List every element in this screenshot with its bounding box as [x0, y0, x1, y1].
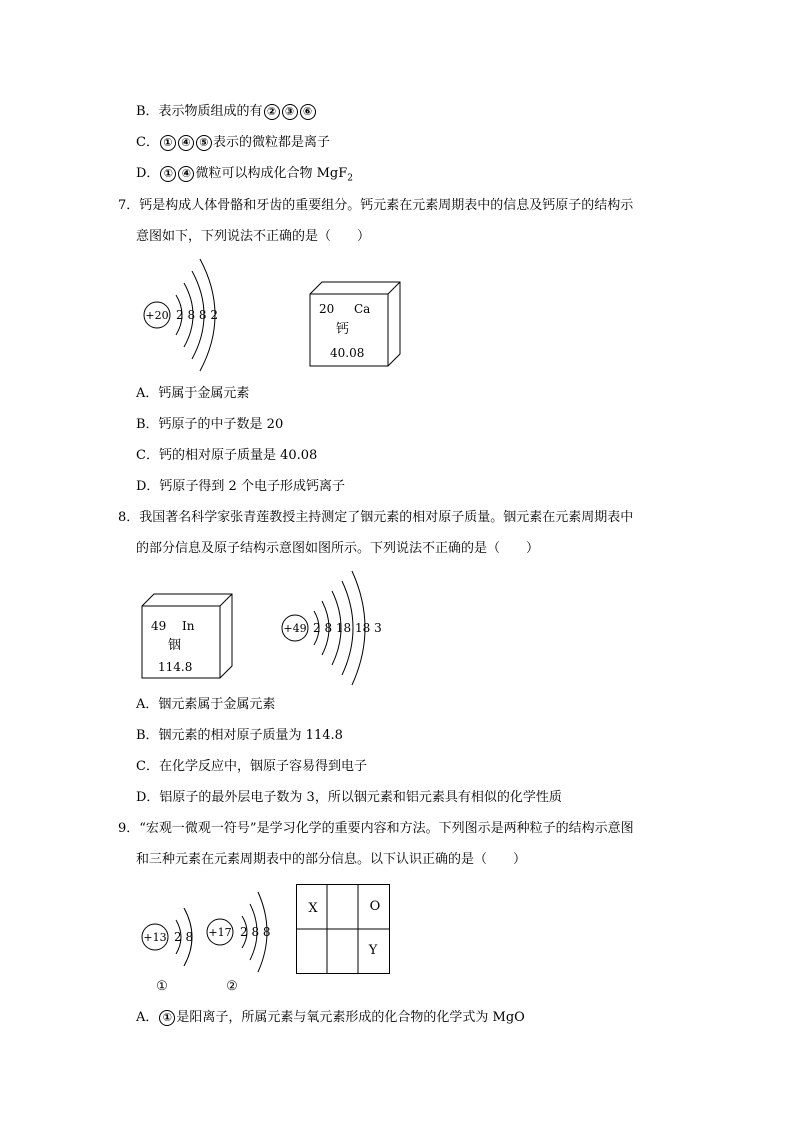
q6-option-c-prefix: C．: [136, 135, 159, 150]
circle-1: ①: [159, 1010, 175, 1026]
q6-option-c: [136, 134, 330, 152]
atomic-mass: 114.8: [158, 660, 193, 674]
element-symbol: Ca: [354, 302, 371, 316]
q9-option-a-prefix: A．: [136, 1010, 159, 1025]
element-symbol: In: [182, 619, 195, 633]
q7-stem-line1: 7．钙是构成人体骨骼和牙齿的重要组分。钙元素在元素周期表中的信息及钙原子的结构示: [118, 198, 634, 213]
nucleus-charge: +20: [145, 309, 169, 322]
element-name: 铟: [168, 638, 182, 653]
q6-option-c-text: 表示的微粒都是离子: [212, 135, 330, 150]
nucleus-charge: +49: [283, 622, 307, 635]
q9-stem-line1: 9．“宏观一微观一符号”是学习化学的重要内容和方法。下列图示是两种粒子的结构示意图: [118, 821, 634, 836]
circle-4: ④: [178, 135, 194, 151]
atomic-mass: 40.08: [330, 346, 365, 360]
q6-option-d: [136, 165, 353, 188]
electron-shells: 2 8 8 2: [176, 308, 218, 322]
q8-stem-line2: 的部分信息及原子结构示意图如图所示。下列说法不正确的是（ ）: [136, 541, 540, 556]
calcium-atom-diagram: [140, 255, 240, 375]
q6-option-d-text: 微粒可以构成化合物 MgF: [195, 166, 348, 181]
circle-1: ①: [160, 135, 176, 151]
q6-option-b: [136, 103, 317, 121]
nucleus-charge: +17: [208, 926, 232, 939]
element-name: 钙: [336, 322, 350, 337]
atomic-number: 49: [151, 619, 167, 633]
particle-2-diagram: [204, 884, 284, 994]
particle-1-diagram: [138, 894, 208, 994]
element-y: Y: [368, 943, 378, 958]
q7-option-d: D．钙原子得到 2 个电子形成钙离子: [136, 479, 345, 494]
q8-option-d: D．铝原子的最外层电子数为 3，所以铟元素和铝元素具有相似的化学性质: [136, 790, 562, 805]
circle-3: ③: [282, 104, 298, 120]
q8-option-a: A．铟元素属于金属元素: [136, 697, 276, 712]
subscript: 2: [347, 173, 353, 184]
particle-2-label: ②: [226, 979, 238, 994]
circle-1: ①: [160, 166, 176, 182]
circle-5: ⑤: [196, 135, 212, 151]
q8-stem-line1: 8．我国著名科学家张青莲教授主持测定了铟元素的相对原子质量。铟元素在元素周期表中: [118, 510, 634, 525]
indium-periodic-cell: [142, 594, 237, 684]
q9-option-a-text: 是阳离子，所属元素与氧元素形成的化合物的化学式为 MgO: [176, 1010, 525, 1025]
q7-option-b: B．钙原子的中子数是 20: [136, 417, 284, 432]
particle-1-label: ①: [156, 979, 168, 994]
atomic-number: 20: [319, 302, 335, 316]
nucleus-charge: +13: [143, 931, 167, 944]
electron-shells: 2 8 18 18 3: [313, 621, 382, 635]
element-o: O: [369, 899, 381, 914]
q6-option-d-prefix: D．: [136, 166, 160, 181]
electron-shells: 2 8 8: [240, 925, 271, 939]
q8-option-b: B．铟元素的相对原子质量为 114.8: [136, 728, 343, 743]
q6-option-b-text: B．表示物质组成的有: [136, 104, 263, 119]
q8-option-c: C．在化学反应中，铟原子容易得到电子: [136, 759, 367, 774]
q9-option-a: [136, 1009, 525, 1027]
circle-6: ⑥: [300, 104, 316, 120]
periodic-table-fragment: [296, 884, 392, 976]
q7-option-a: A．钙属于金属元素: [136, 386, 250, 401]
q7-stem-line2: 意图如下，下列说法不正确的是（ ）: [136, 229, 371, 244]
circle-4: ④: [178, 166, 194, 182]
q9-stem-line2: 和三种元素在元素周期表中的部分信息。以下认识正确的是（ ）: [136, 852, 527, 867]
circle-2: ②: [264, 104, 280, 120]
electron-shells: 2 8: [174, 930, 194, 944]
element-x: X: [308, 901, 318, 916]
indium-atom-diagram: [278, 567, 388, 689]
q7-option-c: C．钙的相对原子质量是 40.08: [136, 448, 318, 463]
calcium-periodic-cell: [310, 282, 405, 372]
